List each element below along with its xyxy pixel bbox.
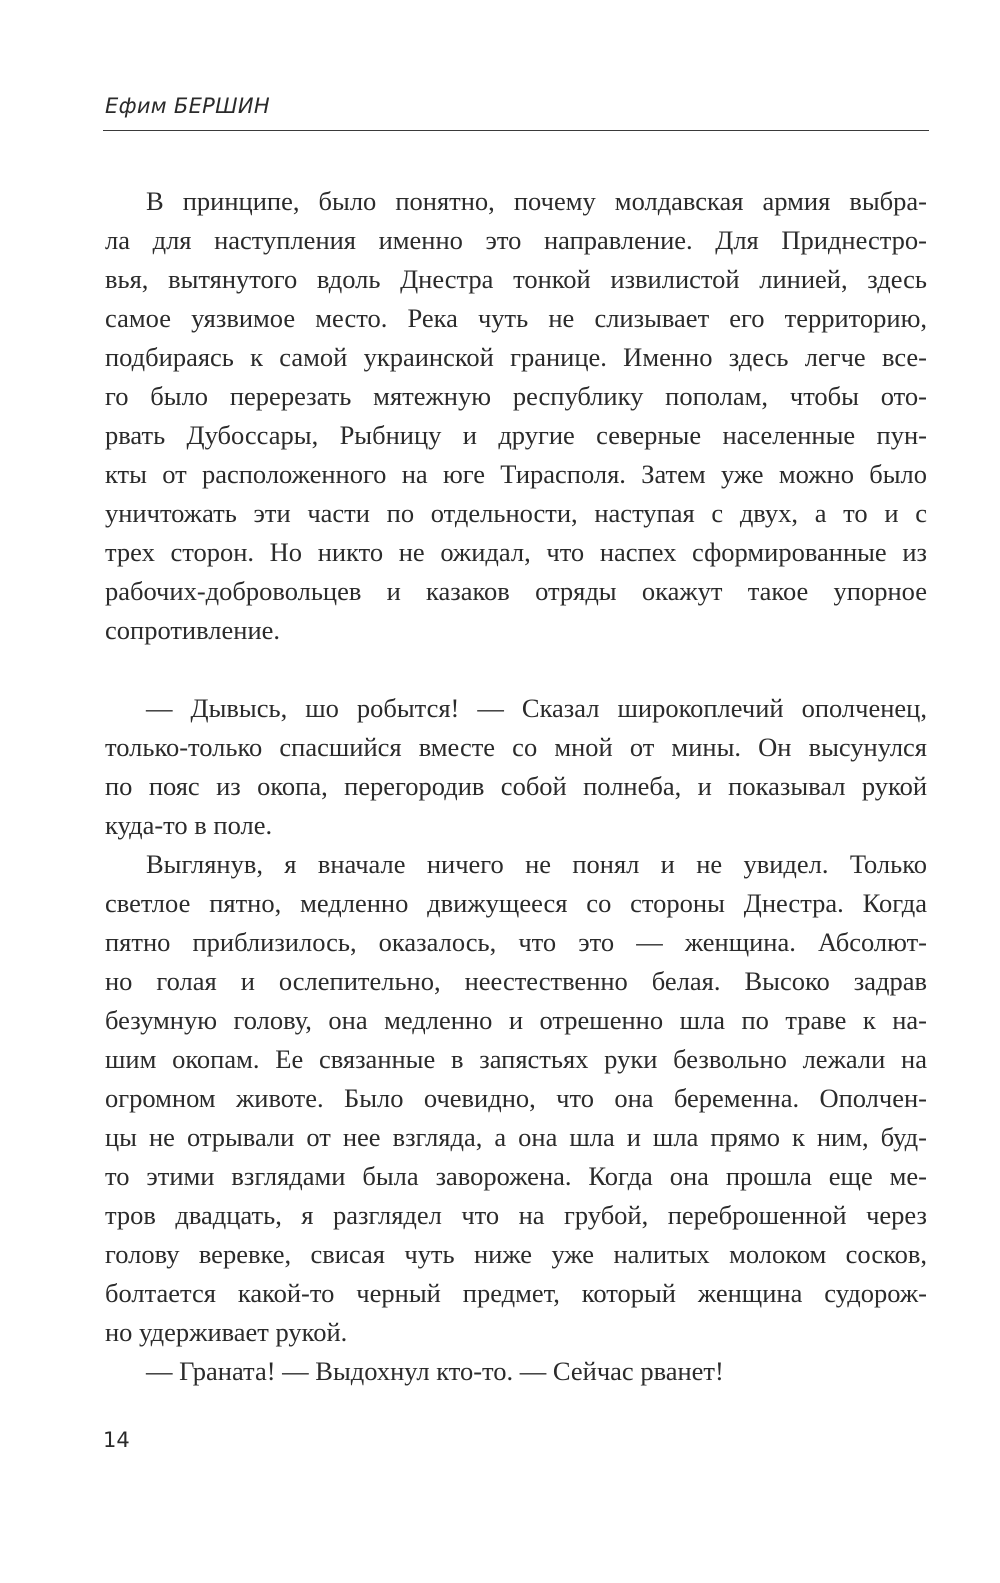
text-line: только-только спасшийся вместе со мной от мины. Он высунулся <box>105 732 927 762</box>
text-line: Выглянув, я вначале ничего не понял и не увидел. Только <box>146 849 927 879</box>
header-rule <box>103 130 929 131</box>
text-line: то этими взглядами была заворожена. Когда она прошла еще ме- <box>105 1161 927 1191</box>
paragraph <box>105 845 927 1352</box>
text-line: рабочих-добровольцев и казаков отряды окажут такое упорное <box>105 576 927 606</box>
text-line: куда-то в поле. <box>105 810 273 840</box>
text-line: кты от расположенного на юге Тирасполя. Затем уже можно было <box>105 459 927 489</box>
text-line: но удерживает рукой. <box>105 1317 348 1347</box>
text-line: вья, вытянутого вдоль Днестра тонкой извилистой линией, здесь <box>105 264 927 294</box>
page-number: 14 <box>103 1428 130 1452</box>
text-line: самое уязвимое место. Река чуть не слизывает его территорию, <box>105 303 927 333</box>
text-line: рвать Дубоссары, Рыбницу и другие северные населенные пун- <box>105 420 927 450</box>
text-line: светлое пятно, медленно движущееся со стороны Днестра. Когда <box>105 888 927 918</box>
text-line: голову веревке, свисая чуть ниже уже налитых молоком сосков, <box>105 1239 927 1269</box>
paragraph <box>105 689 927 845</box>
paragraph <box>105 182 927 650</box>
text-line: подбираясь к самой украинской границе. Именно здесь легче все- <box>105 342 927 372</box>
body-text <box>105 182 927 1391</box>
text-line: трех сторон. Но никто не ожидал, что наспех сформированные из <box>105 537 927 567</box>
text-line: сопротивление. <box>105 615 281 645</box>
text-line: по пояс из окопа, перегородив собой полнеба, и показывал рукой <box>105 771 927 801</box>
text-line: В принципе, было понятно, почему молдавская армия выбра- <box>146 186 927 216</box>
running-head-author: Ефим БЕРШИН <box>105 94 270 118</box>
text-line: цы не отрывали от нее взгляда, а она шла и шла прямо к ним, буд- <box>105 1122 927 1152</box>
text-line: но голая и ослепительно, неестественно белая. Высоко задрав <box>105 966 927 996</box>
text-line: пятно приблизилось, оказалось, что это — женщина. Абсолют- <box>105 927 927 957</box>
text-line: шим окопам. Ее связанные в запястьях руки безвольно лежали на <box>105 1044 927 1074</box>
text-line: — Дывысь, шо робытся! — Сказал широкоплечий ополченец, <box>146 693 927 723</box>
text-line: огромном животе. Было очевидно, что она беременна. Ополчен- <box>105 1083 927 1113</box>
text-line: безумную голову, она медленно и отрешенно шла по траве к на- <box>105 1005 927 1035</box>
text-line: го было перерезать мятежную республику пополам, чтобы ото- <box>105 381 927 411</box>
text-line: болтается какой-то черный предмет, который женщина судорож- <box>105 1278 927 1308</box>
section-gap <box>105 650 927 689</box>
text-line: тров двадцать, я разглядел что на грубой, переброшенной через <box>105 1200 927 1230</box>
text-line: ла для наступления именно это направление. Для Приднестро- <box>105 225 927 255</box>
text-line: — Граната! — Выдохнул кто-то. — Сейчас рванет! <box>146 1356 724 1386</box>
text-line: уничтожать эти части по отдельности, наступая с двух, а то и с <box>105 498 927 528</box>
paragraph <box>105 1352 927 1391</box>
